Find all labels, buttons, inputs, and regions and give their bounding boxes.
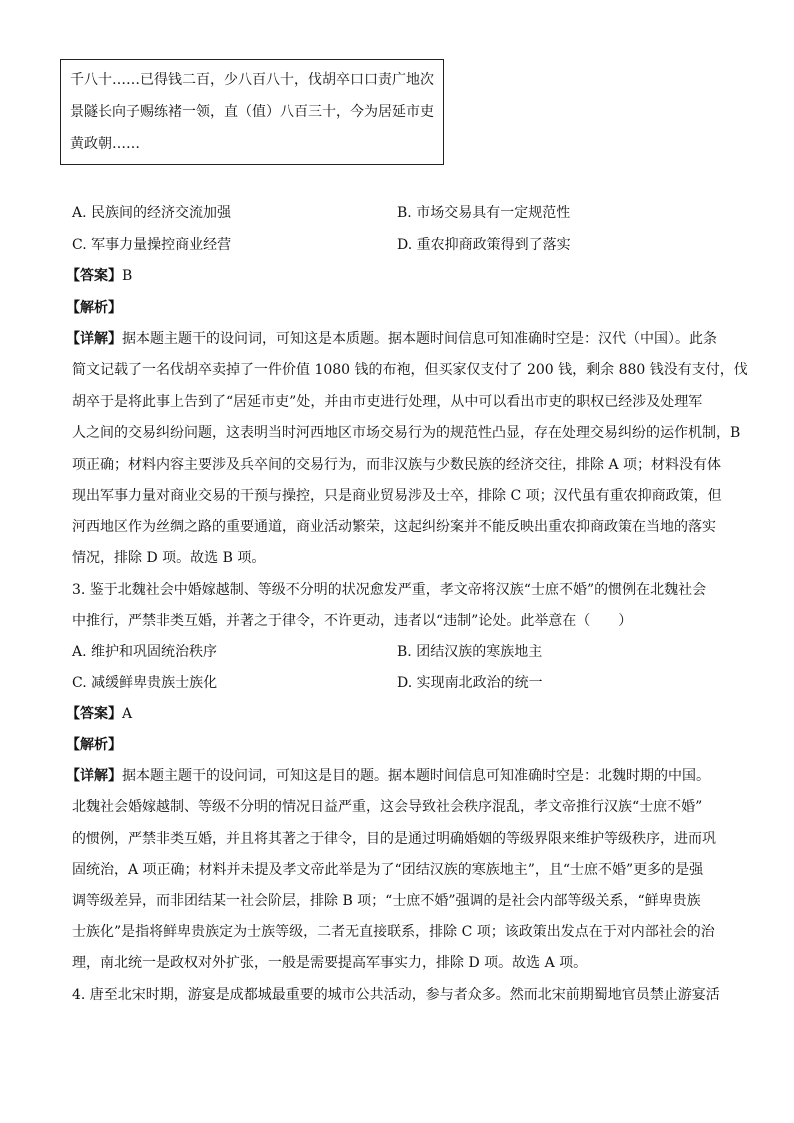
q2-detail-line: 人之间的交易纠纷问题，这表明当时河西地区市场交易行为的规范性凸显，存在处理交易纠纷的运作机制，B — [72, 425, 741, 441]
answer-value: A — [122, 706, 133, 722]
quote-line: 千八十……已得钱二百，少八百八十，伐胡卒口口责广地次 — [70, 72, 434, 88]
q3-detail-line: 的惯例，严禁非类互婚，并且将其著之于律令，目的是通过明确婚姻的等级界限来维护等级秩序，进而巩 — [72, 831, 716, 847]
answer-label: 【答案】 — [66, 268, 122, 284]
q3-detail-line — [66, 766, 736, 786]
q3-detail-line: 固统治，A 项正确；材料并未提及孝文帝此举是为了“团结汉族的寒族地主”，且“士庶不婚”更多的是强 — [72, 862, 704, 878]
q3-detail-line: 北魏社会婚嫁越制、等级不分明的情况日益严重，这会导致社会秩序混乱，孝文帝推行汉族“士庶不婚” — [72, 799, 703, 815]
q3-stem-line: 3. 鉴于北魏社会中婚嫁越制、等级不分明的状况愈发严重，孝文帝将汉族“士庶不婚”的惯例在北魏社会 — [72, 582, 707, 598]
q2-detail-line: 情况，排除 D 项。故选 B 项。 — [72, 550, 266, 566]
detail-label: 【详解】 — [66, 331, 122, 347]
q2-detail-line: 项正确；材料内容主要涉及兵卒间的交易行为，而非汉族与少数民族的经济交往，排除 A 项；材料没有体 — [72, 457, 722, 473]
q3-detail-line: 调等级差异，而非团结某一社会阶层，排除 B 项；“士庶不婚”强调的是社会内部等级关系，“鲜卑贵族 — [72, 893, 701, 909]
detail-text: 据本题主题干的设问词，可知这是本质题。据本题时间信息可知准确时空是：汉代（中国）。此条 — [122, 331, 717, 347]
q2-option-a: A. 民族间的经济交流加强 — [72, 205, 232, 221]
q2-option-c: C. 军事力量操控商业经营 — [72, 237, 232, 253]
detail-label: 【详解】 — [66, 768, 122, 784]
answer-value: B — [122, 268, 133, 284]
q3-option-a: A. 维护和巩固统治秩序 — [72, 644, 218, 660]
q2-detail-line: 简文记载了一名伐胡卒卖掉了一件价值 1080 钱的布袍，但买家仅支付了 200 钱，剩余 880 钱没有支付，伐 — [72, 362, 748, 378]
q3-detail-line: 士族化”是指将鲜卑贵族定为士族等级，二者无直接联系，排除 C 项；该政策出发点在于对内部社会的治 — [72, 924, 715, 940]
q3-option-c: C. 减缓鲜卑贵族士族化 — [72, 675, 218, 691]
q3-answer — [66, 704, 132, 724]
q2-detail-line: 河西地区作为丝绸之路的重要通道，商业活动繁荣，这起纠纷案并不能反映出重农抑商政策在当地的落实 — [72, 519, 716, 535]
q3-analysis-label: 【解析】 — [66, 737, 122, 753]
q3-detail-line: 理，南北统一是政权对外扩张，一般是需要提高军事实力，排除 D 项。故选 A 项。 — [72, 955, 588, 971]
source-quote-box — [60, 59, 444, 165]
q2-detail-line — [66, 329, 736, 349]
q2-answer — [66, 266, 132, 286]
quote-line: 黄政朝…… — [70, 136, 140, 152]
q3-stem-line: 中推行，严禁非类互婚，并著之于律令，不许更动，违者以“违制”论处。此举意在（ ） — [72, 613, 633, 629]
q3-option-b: B. 团结汉族的寒族地主 — [397, 644, 543, 660]
quote-line: 景隧长向子赐练褚一领，直（值）八百三十，今为居延市吏 — [70, 104, 434, 120]
q4-stem-line: 4. 唐至北宋时期，游宴是成都城最重要的城市公共活动，参与者众多。然而北宋前期蜀地官员禁止游宴活 — [72, 987, 720, 1003]
detail-text: 据本题主题干的设问词，可知这是目的题。据本题时间信息可知准确时空是：北魏时期的中国。 — [122, 768, 710, 784]
q2-option-b: B. 市场交易具有一定规范性 — [397, 205, 571, 221]
q3-option-d: D. 实现南北政治的统一 — [397, 675, 543, 691]
answer-label: 【答案】 — [66, 706, 122, 722]
q2-detail-line: 现出军事力量对商业交易的干预与操控，只是商业贸易涉及士卒，排除 C 项；汉代虽有重农抑商政策，但 — [72, 488, 722, 504]
q2-detail-line: 胡卒于是将此事上告到了“居延市吏”处，并由市吏进行处理，从中可以看出市吏的职权已经涉及处理军 — [72, 394, 703, 410]
q2-analysis-label: 【解析】 — [66, 300, 122, 316]
q2-option-d: D. 重农抑商政策得到了落实 — [397, 237, 571, 253]
